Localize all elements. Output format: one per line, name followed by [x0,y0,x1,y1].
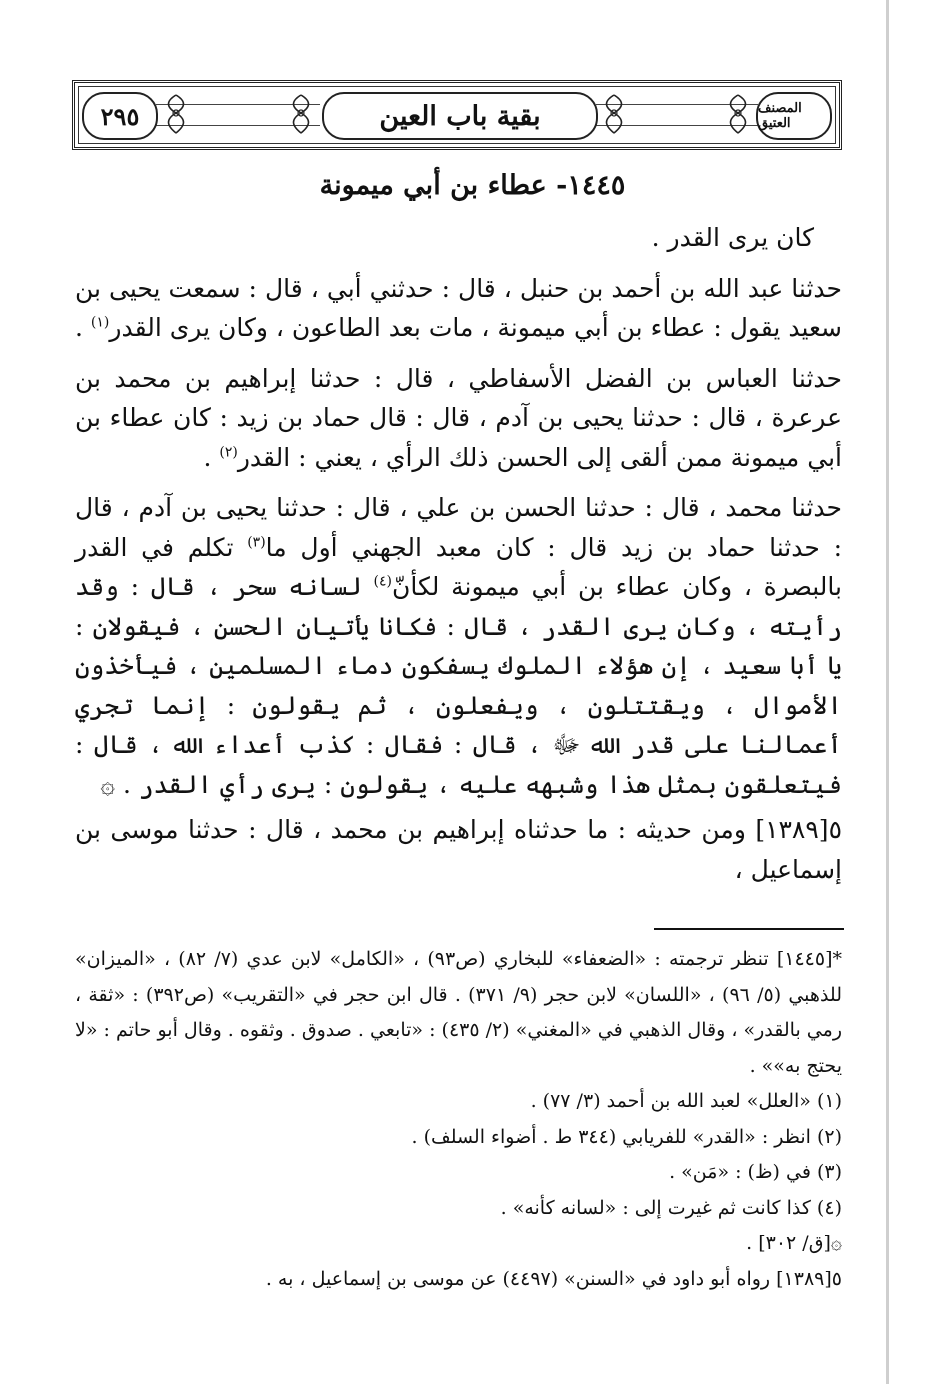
paragraph-text: تكلم في القدر بالبصرة ، وكان عطاء بن أبي ميمونة لكأنّ [75,532,842,601]
footnote-ref: (٤) [373,573,392,590]
footnote-ref: (٢) [219,444,238,461]
ornament-knot-icon [600,91,628,137]
footnote: (٣) في (ظ) : «مَن» . [669,1161,842,1183]
paragraph-end: . [203,442,220,472]
footnote-bio: *[١٤٤٥] تنظر ترجمته : «الضعفاء» للبخاري (ص٩٣) ، «الكامل» لابن عدي (٧/ ٨٢) ، «الميزان» للذهبي (٥/ ٩٦) ، «اللسان» لابن حجر (٩/ ٣٧١) . قال ابن حجر في «التقريب» (ص٣٩٢) : «ثقة ، رمي بالقدر» ، وقال الذهبي في «المغني» (٢/ ٤٣٥) : «تابعي . صدوق . وثقوه . وقال أبو حاتم : «لا يحتج به»» . [75,948,842,1077]
paragraph-text: حدثنا العباس بن الفضل الأسفاطي ، قال : حدثنا إبراهيم بن محمد بن عرعرة ، قال : حدثنا يحيى بن آدم ، قال : قال حماد بن زيد : كان عطاء بن أبي ميمونة ممن ألقى إلى الحسن ذلك الرأي ، يعني : القدر [75,363,842,472]
footnote-takhrij: ٥[١٣٨٩] رواه أبو داود في «السنن» (٤٤٩٧) عن موسى بن إسماعيل ، به . [265,1267,842,1290]
paragraph-text: حدثنا محمد ، قال : حدثنا الحسن بن علي ، قال : حدثنا يحيى بن آدم ، قال : حدثنا حماد بن زيد قال : كان معبد الجهني أول ما [75,493,842,562]
paragraph-text: حدثنا عبد الله بن أحمد بن حنبل ، قال : حدثني أبي ، قال : سمعت يحيى بن سعيد يقول : عطاء بن أبي ميمونة ، مات بعد الطاعون ، وكان يرى القدر [75,273,842,342]
page-number: ٢٩٥ [82,92,158,140]
footnote-ref: (٣) [247,534,266,551]
running-title: بقية باب العين [322,92,598,140]
publisher-logo: المصنف العتيق [756,92,832,140]
ornament-knot-icon [724,91,752,137]
main-text [75,218,842,889]
footnote-separator [654,928,844,930]
ornament-knot-icon [287,91,315,137]
entry-title: ١٤٤٥- عطاء بن أبي ميمونة [319,170,626,201]
paragraph [75,269,842,348]
paragraph [75,488,842,804]
page-edge-line [886,0,889,1384]
paragraph-end: . [75,313,91,342]
footnote: (٢) انظر : «القدر» للفريابي (٣٤٤ ط . أضواء السلف) . [411,1125,842,1148]
paragraph: كان يرى القدر . [651,223,814,252]
footnote: (١) «العلل» لعبد الله بن أحمد (٣/ ٧٧) . [530,1090,842,1112]
paragraph: ٥[١٣٨٩] ومن حديثه : ما حدثناه إبراهيم بن محمد ، قال : حدثنا موسى بن إسماعيل ، [75,815,842,884]
footnote-ref: (١) [90,314,110,331]
ornament-knot-icon [162,91,190,137]
footnotes [75,942,842,1297]
paragraph [75,359,842,478]
footnote: (٤) كذا كانت ثم غيرت إلى : «لسانه كأنه» . [500,1196,842,1219]
folio-marker: ۞[ق/ ٣٠٢] . [746,1232,842,1254]
paragraph-text: لسانه سحر ، قال : وقد رأيته ، وكان يرى القدر ، قال : فكانا يأتيان الحسن ، فيقولان : يا أبا سعيد ، إن هؤلاء الملوك يسفكون دماء المسلمين ، فيأخذون الأموال ، ويقتتلون ، ويفعلون ، ثم يقولون : إنما تجري أعمالنا على قدر الله ﷻ ، قال : فقال : كذب أعداء الله ، قال : فيتعلقون بمثل هذا وشبهه عليه ، يقولون : يرى رأي القدر . ۞ [75,572,843,799]
page-header [72,80,842,150]
